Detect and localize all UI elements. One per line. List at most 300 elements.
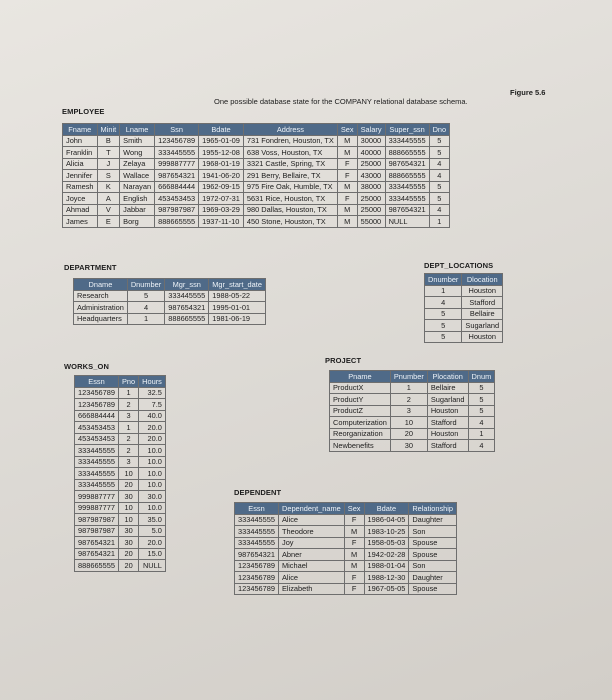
table-cell: 5 (468, 405, 495, 417)
table-cell: 20 (119, 479, 139, 491)
table-cell: 25000 (357, 193, 385, 205)
table-cell: Headquarters (74, 313, 128, 325)
table-cell: 1 (425, 285, 462, 297)
dept-locations-label: DEPT_LOCATIONS (424, 261, 494, 270)
table-cell: 1955-12-08 (199, 147, 244, 159)
table-cell: 1942-02-28 (364, 549, 409, 561)
table-cell: 30000 (357, 135, 385, 147)
column-header: Minit (97, 124, 120, 136)
table-cell: Newbenefits (330, 440, 391, 452)
employee-label: EMPLOYEE (62, 107, 105, 116)
table-cell: 1958-05-03 (364, 537, 409, 549)
table-cell: 4 (429, 204, 450, 216)
column-header: Pnumber (390, 371, 427, 383)
table-cell: 731 Fondren, Houston, TX (243, 135, 337, 147)
table-cell: 999887777 (75, 502, 119, 514)
table-cell: 1941-06-20 (199, 170, 244, 182)
table-cell: Houston (427, 428, 468, 440)
dependent-table (234, 502, 457, 595)
table-cell: Houston (427, 405, 468, 417)
header-row (425, 274, 503, 286)
table-cell: 987654321 (75, 548, 119, 560)
column-header: Dnumber (127, 279, 164, 291)
table-cell: 1969-03-29 (199, 204, 244, 216)
figure-title: Figure 5.6 (510, 88, 546, 97)
table-row (63, 204, 450, 216)
table-cell: 1 (119, 387, 139, 399)
dept-locations-table (424, 273, 503, 343)
table-cell: 666884444 (75, 410, 119, 422)
table-cell: Alicia (63, 158, 98, 170)
table-cell: 10 (119, 514, 139, 526)
column-header: Bdate (199, 124, 244, 136)
table-row (235, 537, 457, 549)
table-cell: F (344, 583, 364, 595)
table-cell: Alice (279, 514, 345, 526)
table-row (75, 560, 166, 572)
table-cell: Houston (462, 285, 503, 297)
table-row (75, 514, 166, 526)
column-header: Dno (429, 124, 450, 136)
table-cell: Stafford (462, 297, 503, 309)
table-cell: 10 (390, 417, 427, 429)
column-header: Hours (139, 376, 166, 388)
table-cell: E (97, 216, 120, 228)
table-row (235, 514, 457, 526)
column-header: Essn (75, 376, 119, 388)
column-header: Super_ssn (385, 124, 429, 136)
table-cell: 450 Stone, Houston, TX (243, 216, 337, 228)
column-header: Essn (235, 503, 279, 515)
table-row (63, 193, 450, 205)
table-cell: Research (74, 290, 128, 302)
table-cell: NULL (385, 216, 429, 228)
table-cell: 333445555 (75, 456, 119, 468)
table-cell: 40.0 (139, 410, 166, 422)
table-cell: 987987987 (75, 514, 119, 526)
table-cell: 453453453 (75, 422, 119, 434)
table-cell: 55000 (357, 216, 385, 228)
table-cell: Sugarland (427, 394, 468, 406)
table-cell: 333445555 (385, 193, 429, 205)
table-cell: 1962-09-15 (199, 181, 244, 193)
table-cell: Stafford (427, 417, 468, 429)
table-cell: 453453453 (155, 193, 199, 205)
table-cell: 5 (468, 382, 495, 394)
column-header: Mgr_ssn (165, 279, 209, 291)
table-row (235, 560, 457, 572)
table-cell: 5 (127, 290, 164, 302)
table-row (75, 491, 166, 503)
table-cell: 333445555 (75, 479, 119, 491)
figure-subtitle: One possible database state for the COMPANY relational database schema. (214, 97, 468, 106)
table-cell: Narayan (120, 181, 155, 193)
table-cell: 1937-11-10 (199, 216, 244, 228)
table-row (330, 394, 495, 406)
table-cell: Alice (279, 572, 345, 584)
table-row (63, 170, 450, 182)
employee-table (62, 123, 450, 228)
table-cell: 7.5 (139, 399, 166, 411)
table-row (75, 422, 166, 434)
table-cell: Daughter (409, 514, 457, 526)
works-on-table (74, 375, 166, 572)
table-row (75, 525, 166, 537)
dependent-label: DEPENDENT (234, 488, 282, 497)
table-row (75, 445, 166, 457)
table-cell: 4 (468, 417, 495, 429)
table-cell: Sugarland (462, 320, 503, 332)
table-row (75, 410, 166, 422)
table-cell: 10.0 (139, 468, 166, 480)
table-row (330, 417, 495, 429)
table-cell: 32.5 (139, 387, 166, 399)
table-cell: 4 (425, 297, 462, 309)
table-cell: 888665555 (165, 313, 209, 325)
table-row (425, 308, 503, 320)
table-cell: S (97, 170, 120, 182)
table-row (235, 583, 457, 595)
table-cell: 10.0 (139, 479, 166, 491)
table-cell: 123456789 (155, 135, 199, 147)
table-row (330, 382, 495, 394)
table-cell: Zelaya (120, 158, 155, 170)
column-header: Address (243, 124, 337, 136)
table-cell: Reorganization (330, 428, 391, 440)
table-cell: 20 (119, 548, 139, 560)
table-cell: Elizabeth (279, 583, 345, 595)
table-cell: Daughter (409, 572, 457, 584)
table-cell: 123456789 (75, 399, 119, 411)
table-cell: 1995-01-01 (209, 302, 266, 314)
table-cell: 5 (425, 308, 462, 320)
table-cell: 1 (119, 422, 139, 434)
table-row (425, 320, 503, 332)
table-cell: 5 (429, 135, 450, 147)
table-cell: 123456789 (235, 572, 279, 584)
table-cell: Administration (74, 302, 128, 314)
table-cell: 5 (429, 147, 450, 159)
table-cell: 987654321 (155, 170, 199, 182)
table-cell: 4 (468, 440, 495, 452)
table-cell: M (344, 549, 364, 561)
column-header: Dependent_name (279, 503, 345, 515)
column-header: Dname (74, 279, 128, 291)
table-cell: 30.0 (139, 491, 166, 503)
column-header: Ssn (155, 124, 199, 136)
table-cell: 333445555 (385, 135, 429, 147)
table-cell: M (344, 560, 364, 572)
table-cell: 333445555 (235, 526, 279, 538)
table-cell: 987654321 (385, 204, 429, 216)
table-cell: V (97, 204, 120, 216)
table-cell: 987654321 (385, 158, 429, 170)
table-row (75, 537, 166, 549)
table-cell: 123456789 (235, 583, 279, 595)
column-header: Sex (344, 503, 364, 515)
table-cell: 5631 Rice, Houston, TX (243, 193, 337, 205)
table-cell: F (344, 572, 364, 584)
table-row (75, 387, 166, 399)
table-row (63, 181, 450, 193)
table-cell: 20 (390, 428, 427, 440)
table-cell: 4 (429, 158, 450, 170)
table-row (75, 468, 166, 480)
table-cell: F (337, 170, 357, 182)
table-cell: F (337, 193, 357, 205)
table-cell: 888665555 (385, 147, 429, 159)
table-cell: 2 (119, 433, 139, 445)
table-cell: A (97, 193, 120, 205)
table-cell: 20.0 (139, 422, 166, 434)
table-row (330, 440, 495, 452)
header-row (75, 376, 166, 388)
table-cell: M (337, 216, 357, 228)
table-cell: 666884444 (155, 181, 199, 193)
table-row (75, 399, 166, 411)
table-cell: Jabbar (120, 204, 155, 216)
table-cell: 333445555 (235, 537, 279, 549)
table-cell: 20.0 (139, 537, 166, 549)
table-cell: 123456789 (75, 387, 119, 399)
table-row (235, 549, 457, 561)
table-row (63, 216, 450, 228)
table-cell: M (337, 181, 357, 193)
column-header: Salary (357, 124, 385, 136)
table-cell: 30 (119, 537, 139, 549)
table-cell: ProductY (330, 394, 391, 406)
table-cell: Smith (120, 135, 155, 147)
table-cell: Joy (279, 537, 345, 549)
table-row (74, 302, 266, 314)
table-cell: Spouse (409, 549, 457, 561)
table-cell: 3 (119, 410, 139, 422)
column-header: Pname (330, 371, 391, 383)
table-cell: Stafford (427, 440, 468, 452)
column-header: Bdate (364, 503, 409, 515)
table-cell: M (344, 526, 364, 538)
column-header: Plocation (427, 371, 468, 383)
table-cell: 333445555 (235, 514, 279, 526)
project-table (329, 370, 495, 452)
table-cell: 1986-04-05 (364, 514, 409, 526)
table-cell: 987987987 (75, 525, 119, 537)
table-cell: Spouse (409, 583, 457, 595)
table-cell: 999887777 (155, 158, 199, 170)
table-cell: 1 (127, 313, 164, 325)
table-cell: 987987987 (155, 204, 199, 216)
table-cell: 1988-05-22 (209, 290, 266, 302)
header-row (74, 279, 266, 291)
table-cell: 987654321 (235, 549, 279, 561)
table-cell: 3 (119, 456, 139, 468)
table-cell: 1 (468, 428, 495, 440)
table-cell: 1 (390, 382, 427, 394)
table-cell: 20.0 (139, 433, 166, 445)
table-cell: M (337, 204, 357, 216)
table-cell: Ramesh (63, 181, 98, 193)
table-cell: 333445555 (155, 147, 199, 159)
table-cell: 453453453 (75, 433, 119, 445)
table-cell: Houston (462, 331, 503, 343)
column-header: Sex (337, 124, 357, 136)
column-header: Relationship (409, 503, 457, 515)
table-cell: 1968-01-19 (199, 158, 244, 170)
table-cell: 333445555 (385, 181, 429, 193)
table-cell: NULL (139, 560, 166, 572)
table-row (63, 135, 450, 147)
table-cell: Jennifer (63, 170, 98, 182)
table-cell: M (337, 147, 357, 159)
table-row (75, 548, 166, 560)
table-row (235, 526, 457, 538)
table-row (330, 428, 495, 440)
table-cell: 30 (119, 491, 139, 503)
table-cell: 123456789 (235, 560, 279, 572)
header-row (330, 371, 495, 383)
table-cell: Ahmad (63, 204, 98, 216)
table-cell: 10 (119, 468, 139, 480)
table-cell: 1972-07-31 (199, 193, 244, 205)
table-row (75, 502, 166, 514)
table-cell: Wallace (120, 170, 155, 182)
table-cell: Bellaire (462, 308, 503, 320)
table-cell: 333445555 (75, 468, 119, 480)
table-cell: English (120, 193, 155, 205)
column-header: Mgr_start_date (209, 279, 266, 291)
table-row (425, 285, 503, 297)
table-cell: Spouse (409, 537, 457, 549)
table-cell: 40000 (357, 147, 385, 159)
table-cell: 1965-01-09 (199, 135, 244, 147)
column-header: Fname (63, 124, 98, 136)
table-cell: Joyce (63, 193, 98, 205)
table-cell: 3 (390, 405, 427, 417)
table-cell: 5 (468, 394, 495, 406)
table-cell: F (337, 158, 357, 170)
table-cell: 5 (425, 320, 462, 332)
table-cell: 5.0 (139, 525, 166, 537)
table-cell: 999887777 (75, 491, 119, 503)
table-cell: Bellaire (427, 382, 468, 394)
table-cell: Borg (120, 216, 155, 228)
table-cell: 2 (390, 394, 427, 406)
project-label: PROJECT (325, 356, 362, 365)
table-cell: 291 Berry, Bellaire, TX (243, 170, 337, 182)
table-cell: J (97, 158, 120, 170)
table-cell: 987654321 (165, 302, 209, 314)
table-cell: Theodore (279, 526, 345, 538)
department-table (73, 278, 266, 325)
table-cell: 1983-10-25 (364, 526, 409, 538)
table-cell: 10 (119, 502, 139, 514)
table-row (75, 456, 166, 468)
table-cell: M (337, 135, 357, 147)
column-header: Pno (119, 376, 139, 388)
table-cell: 30 (390, 440, 427, 452)
table-cell: 10.0 (139, 456, 166, 468)
table-cell: 5 (425, 331, 462, 343)
table-cell: Son (409, 526, 457, 538)
table-cell: 1981-06-19 (209, 313, 266, 325)
table-cell: T (97, 147, 120, 159)
table-cell: 1988-12-30 (364, 572, 409, 584)
department-label: DEPARTMENT (64, 263, 117, 272)
column-header: Dlocation (462, 274, 503, 286)
table-cell: 5 (429, 181, 450, 193)
table-cell: 38000 (357, 181, 385, 193)
table-cell: F (344, 537, 364, 549)
table-cell: 1988-01-04 (364, 560, 409, 572)
table-cell: 20 (119, 560, 139, 572)
table-row (425, 331, 503, 343)
table-cell: 888665555 (75, 560, 119, 572)
table-row (63, 158, 450, 170)
table-row (235, 572, 457, 584)
table-row (63, 147, 450, 159)
table-cell: 333445555 (75, 445, 119, 457)
table-cell: 30 (119, 525, 139, 537)
table-cell: 3321 Castle, Spring, TX (243, 158, 337, 170)
table-cell: 10.0 (139, 445, 166, 457)
header-row (235, 503, 457, 515)
column-header: Dnum (468, 371, 495, 383)
table-cell: 333445555 (165, 290, 209, 302)
table-cell: ProductZ (330, 405, 391, 417)
table-cell: Michael (279, 560, 345, 572)
table-cell: Wong (120, 147, 155, 159)
table-row (75, 433, 166, 445)
table-cell: 35.0 (139, 514, 166, 526)
table-cell: 10.0 (139, 502, 166, 514)
table-cell: F (344, 514, 364, 526)
table-row (330, 405, 495, 417)
table-cell: 2 (119, 445, 139, 457)
table-cell: 888665555 (155, 216, 199, 228)
table-cell: Computerization (330, 417, 391, 429)
column-header: Dnumber (425, 274, 462, 286)
table-row (75, 479, 166, 491)
table-cell: 15.0 (139, 548, 166, 560)
table-cell: 25000 (357, 204, 385, 216)
header-row (63, 124, 450, 136)
table-cell: Franklin (63, 147, 98, 159)
table-cell: Abner (279, 549, 345, 561)
table-row (74, 290, 266, 302)
table-row (74, 313, 266, 325)
table-cell: James (63, 216, 98, 228)
table-cell: 2 (119, 399, 139, 411)
table-cell: 43000 (357, 170, 385, 182)
table-cell: 4 (127, 302, 164, 314)
table-cell: B (97, 135, 120, 147)
table-cell: 4 (429, 170, 450, 182)
table-cell: 987654321 (75, 537, 119, 549)
table-cell: 975 Fire Oak, Humble, TX (243, 181, 337, 193)
table-cell: Son (409, 560, 457, 572)
column-header: Lname (120, 124, 155, 136)
table-cell: 638 Voss, Houston, TX (243, 147, 337, 159)
table-cell: 888665555 (385, 170, 429, 182)
table-cell: 1967-05-05 (364, 583, 409, 595)
works-on-label: WORKS_ON (64, 362, 109, 371)
table-cell: 5 (429, 193, 450, 205)
table-cell: ProductX (330, 382, 391, 394)
table-cell: K (97, 181, 120, 193)
table-row (425, 297, 503, 309)
table-cell: 1 (429, 216, 450, 228)
table-cell: 25000 (357, 158, 385, 170)
